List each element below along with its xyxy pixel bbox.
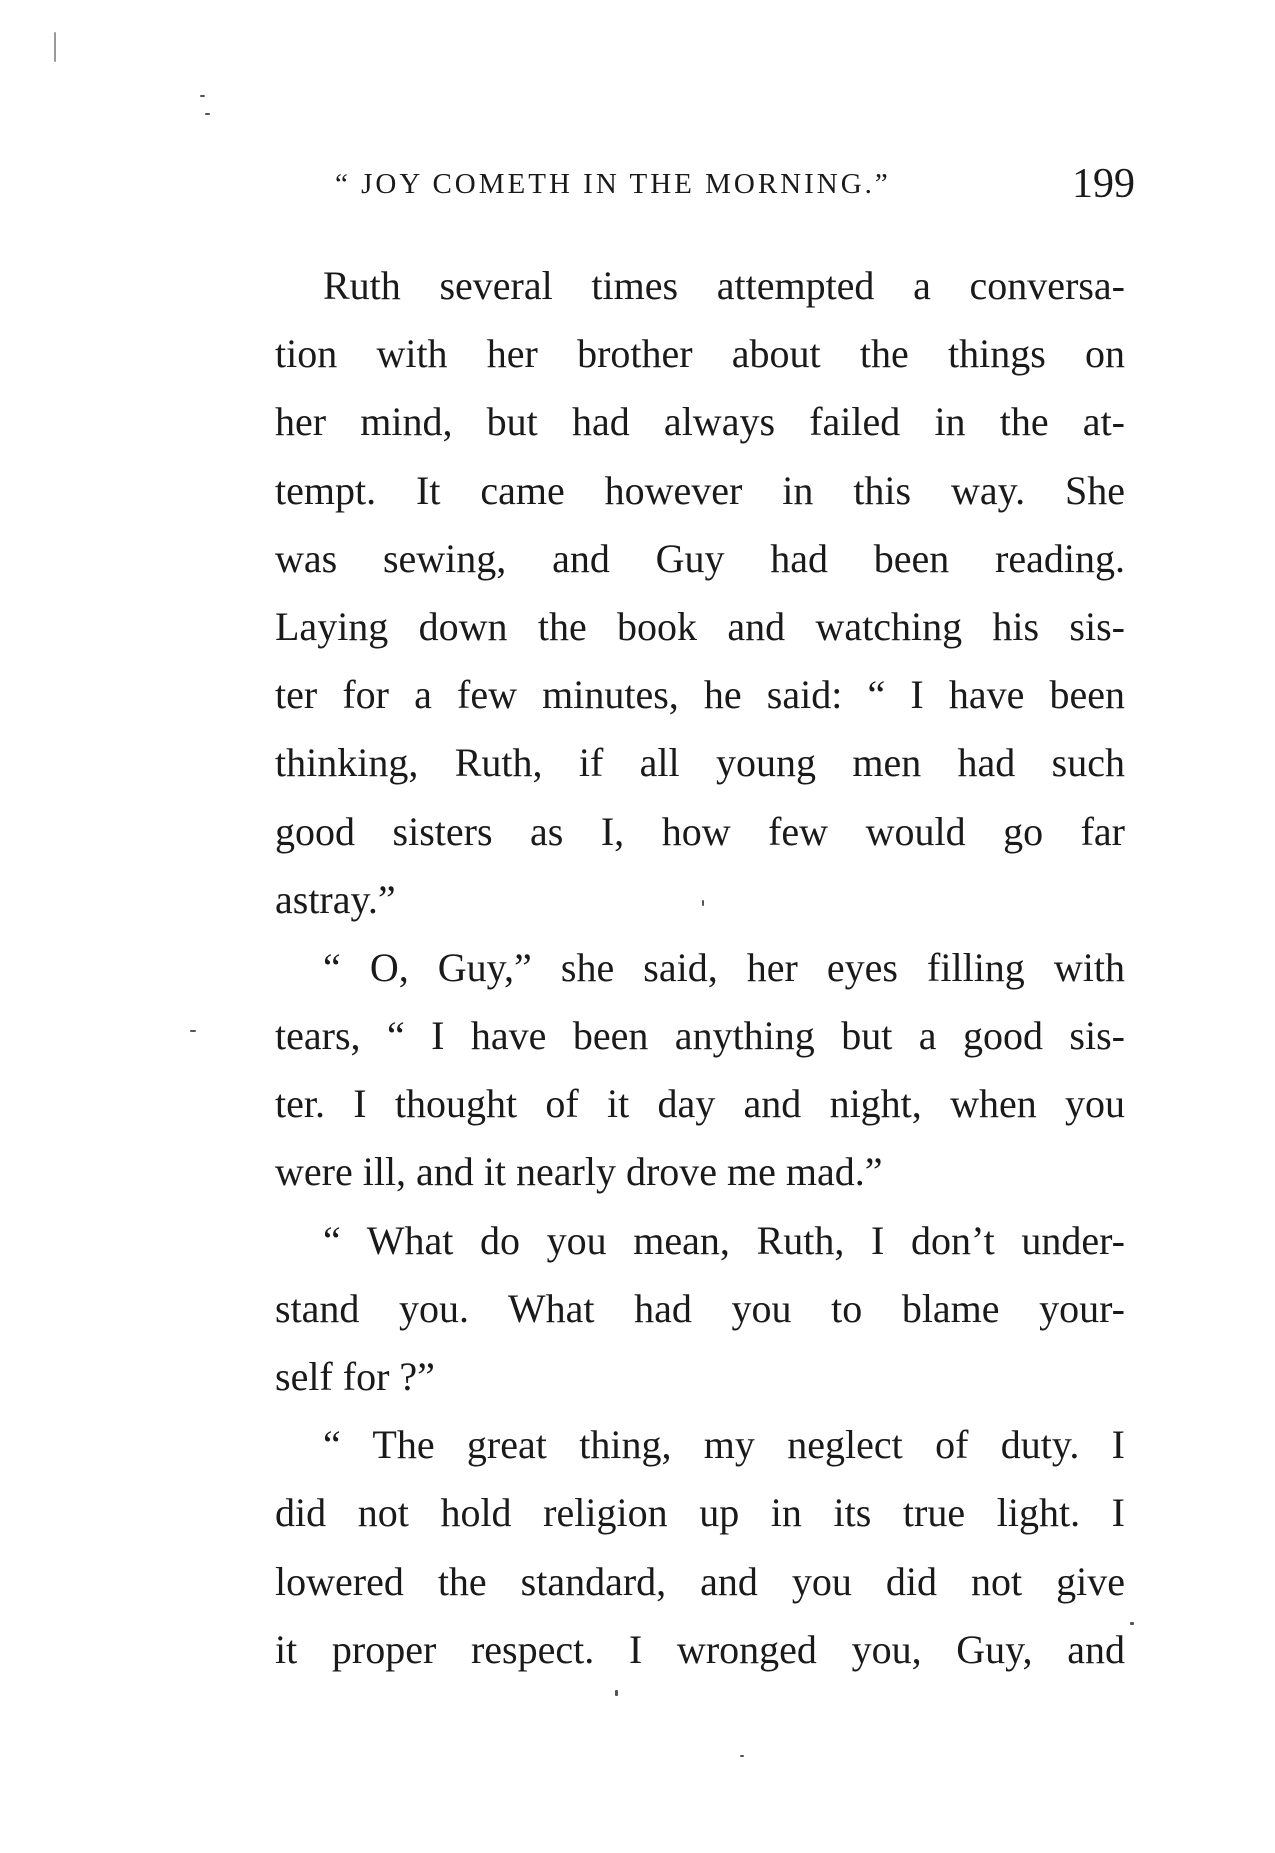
running-title: “ JOY COMETH IN THE MORNING.” — [335, 168, 891, 200]
scan-speck — [205, 113, 210, 115]
text-line: “ O, Guy,” she said, her eyes filling with — [323, 944, 1125, 990]
scan-speck — [54, 32, 56, 62]
scan-speck — [615, 1690, 618, 1696]
scan-speck — [740, 1755, 744, 1757]
text-line: ter for a few minutes, he said: “ I have been — [275, 672, 1125, 718]
scan-speck — [1130, 1622, 1134, 1625]
text-line: it proper respect. I wronged you, Guy, and — [275, 1626, 1125, 1672]
text-line: astray.” — [275, 876, 396, 922]
running-head — [335, 160, 1135, 220]
text-line: tempt. It came however in this way. She — [275, 467, 1125, 513]
scan-speck — [190, 1030, 196, 1032]
text-line: good sisters as I, how few would go far — [275, 808, 1125, 854]
text-line: stand you. What had you to blame your- — [275, 1285, 1125, 1331]
text-line: tears, “ I have been anything but a good sis- — [275, 1013, 1125, 1059]
body-text — [275, 252, 1125, 1684]
scan-speck — [200, 95, 205, 97]
text-line: tion with her brother about the things on — [275, 331, 1125, 377]
text-line: did not hold religion up in its true light. I — [275, 1490, 1125, 1536]
text-line: “ What do you mean, Ruth, I don’t under- — [323, 1217, 1125, 1263]
text-line: lowered the standard, and you did not give — [275, 1558, 1125, 1604]
text-line: thinking, Ruth, if all young men had such — [275, 740, 1125, 786]
text-line: were ill, and it nearly drove me mad.” — [275, 1149, 883, 1195]
text-line: “ The great thing, my neglect of duty. I — [323, 1422, 1125, 1468]
text-line: was sewing, and Guy had been reading. — [275, 535, 1125, 581]
scan-speck — [702, 900, 704, 906]
text-line: ter. I thought of it day and night, when you — [275, 1081, 1125, 1127]
text-line: Laying down the book and watching his sis- — [275, 603, 1125, 649]
text-line: Ruth several times attempted a conversa- — [323, 263, 1125, 308]
text-line: her mind, but had always failed in the at- — [275, 399, 1125, 445]
page-number: 199 — [1072, 161, 1135, 207]
text-line: self for ?” — [275, 1354, 435, 1399]
